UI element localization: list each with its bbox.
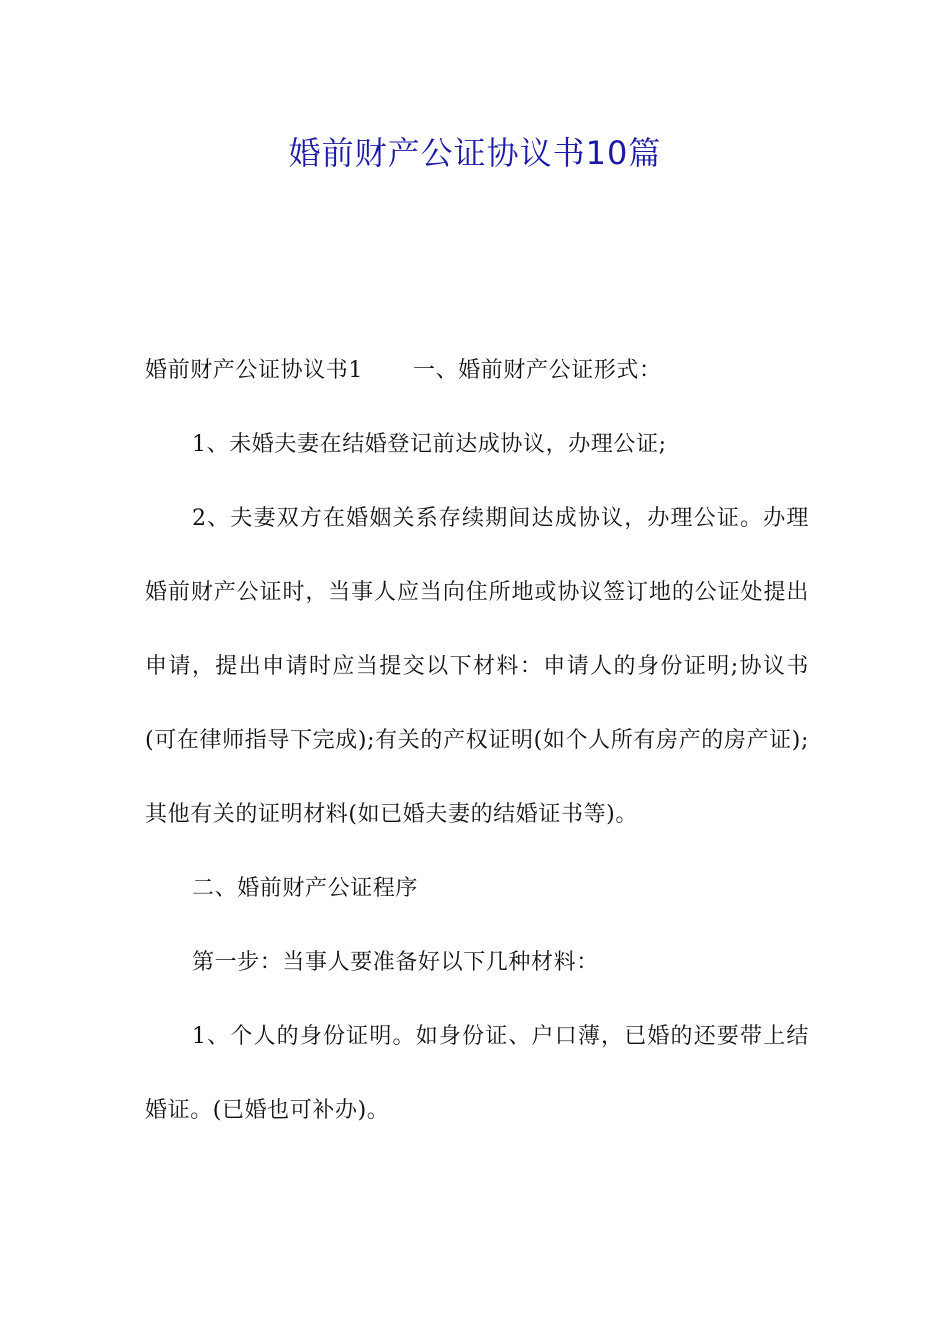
paragraph: 2、夫妻双方在婚姻关系存续期间达成协议，办理公证。办理婚前财产公证时，当事人应当向住所地或协议签订地的公证处提出申请，提出申请时应当提交以下材料：申请人的身份证明;协议书(可在律师指导下完成);有关的产权证明(如个人所有房产的房产证);其他有关的证明材料(如已婚夫妻的结婚证书等)。: [145, 506, 809, 827]
document-body: [145, 334, 809, 1148]
section-heading-procedure: 二、婚前财产公证程序: [192, 876, 419, 901]
paragraph: 第一步：当事人要准备好以下几种材料：: [192, 950, 599, 975]
agreement-heading: 婚前财产公证协议书1: [145, 358, 363, 383]
section-heading-form: 一、婚前财产公证形式：: [413, 358, 662, 383]
document-title: 婚前财产公证协议书10篇: [288, 134, 662, 172]
first-line: [145, 334, 809, 408]
paragraph: 1、未婚夫妻在结婚登记前达成协议，办理公证;: [192, 432, 667, 457]
paragraph: 1、个人的身份证明。如身份证、户口薄，已婚的还要带上结婚证。(已婚也可补办)。: [145, 1024, 809, 1123]
